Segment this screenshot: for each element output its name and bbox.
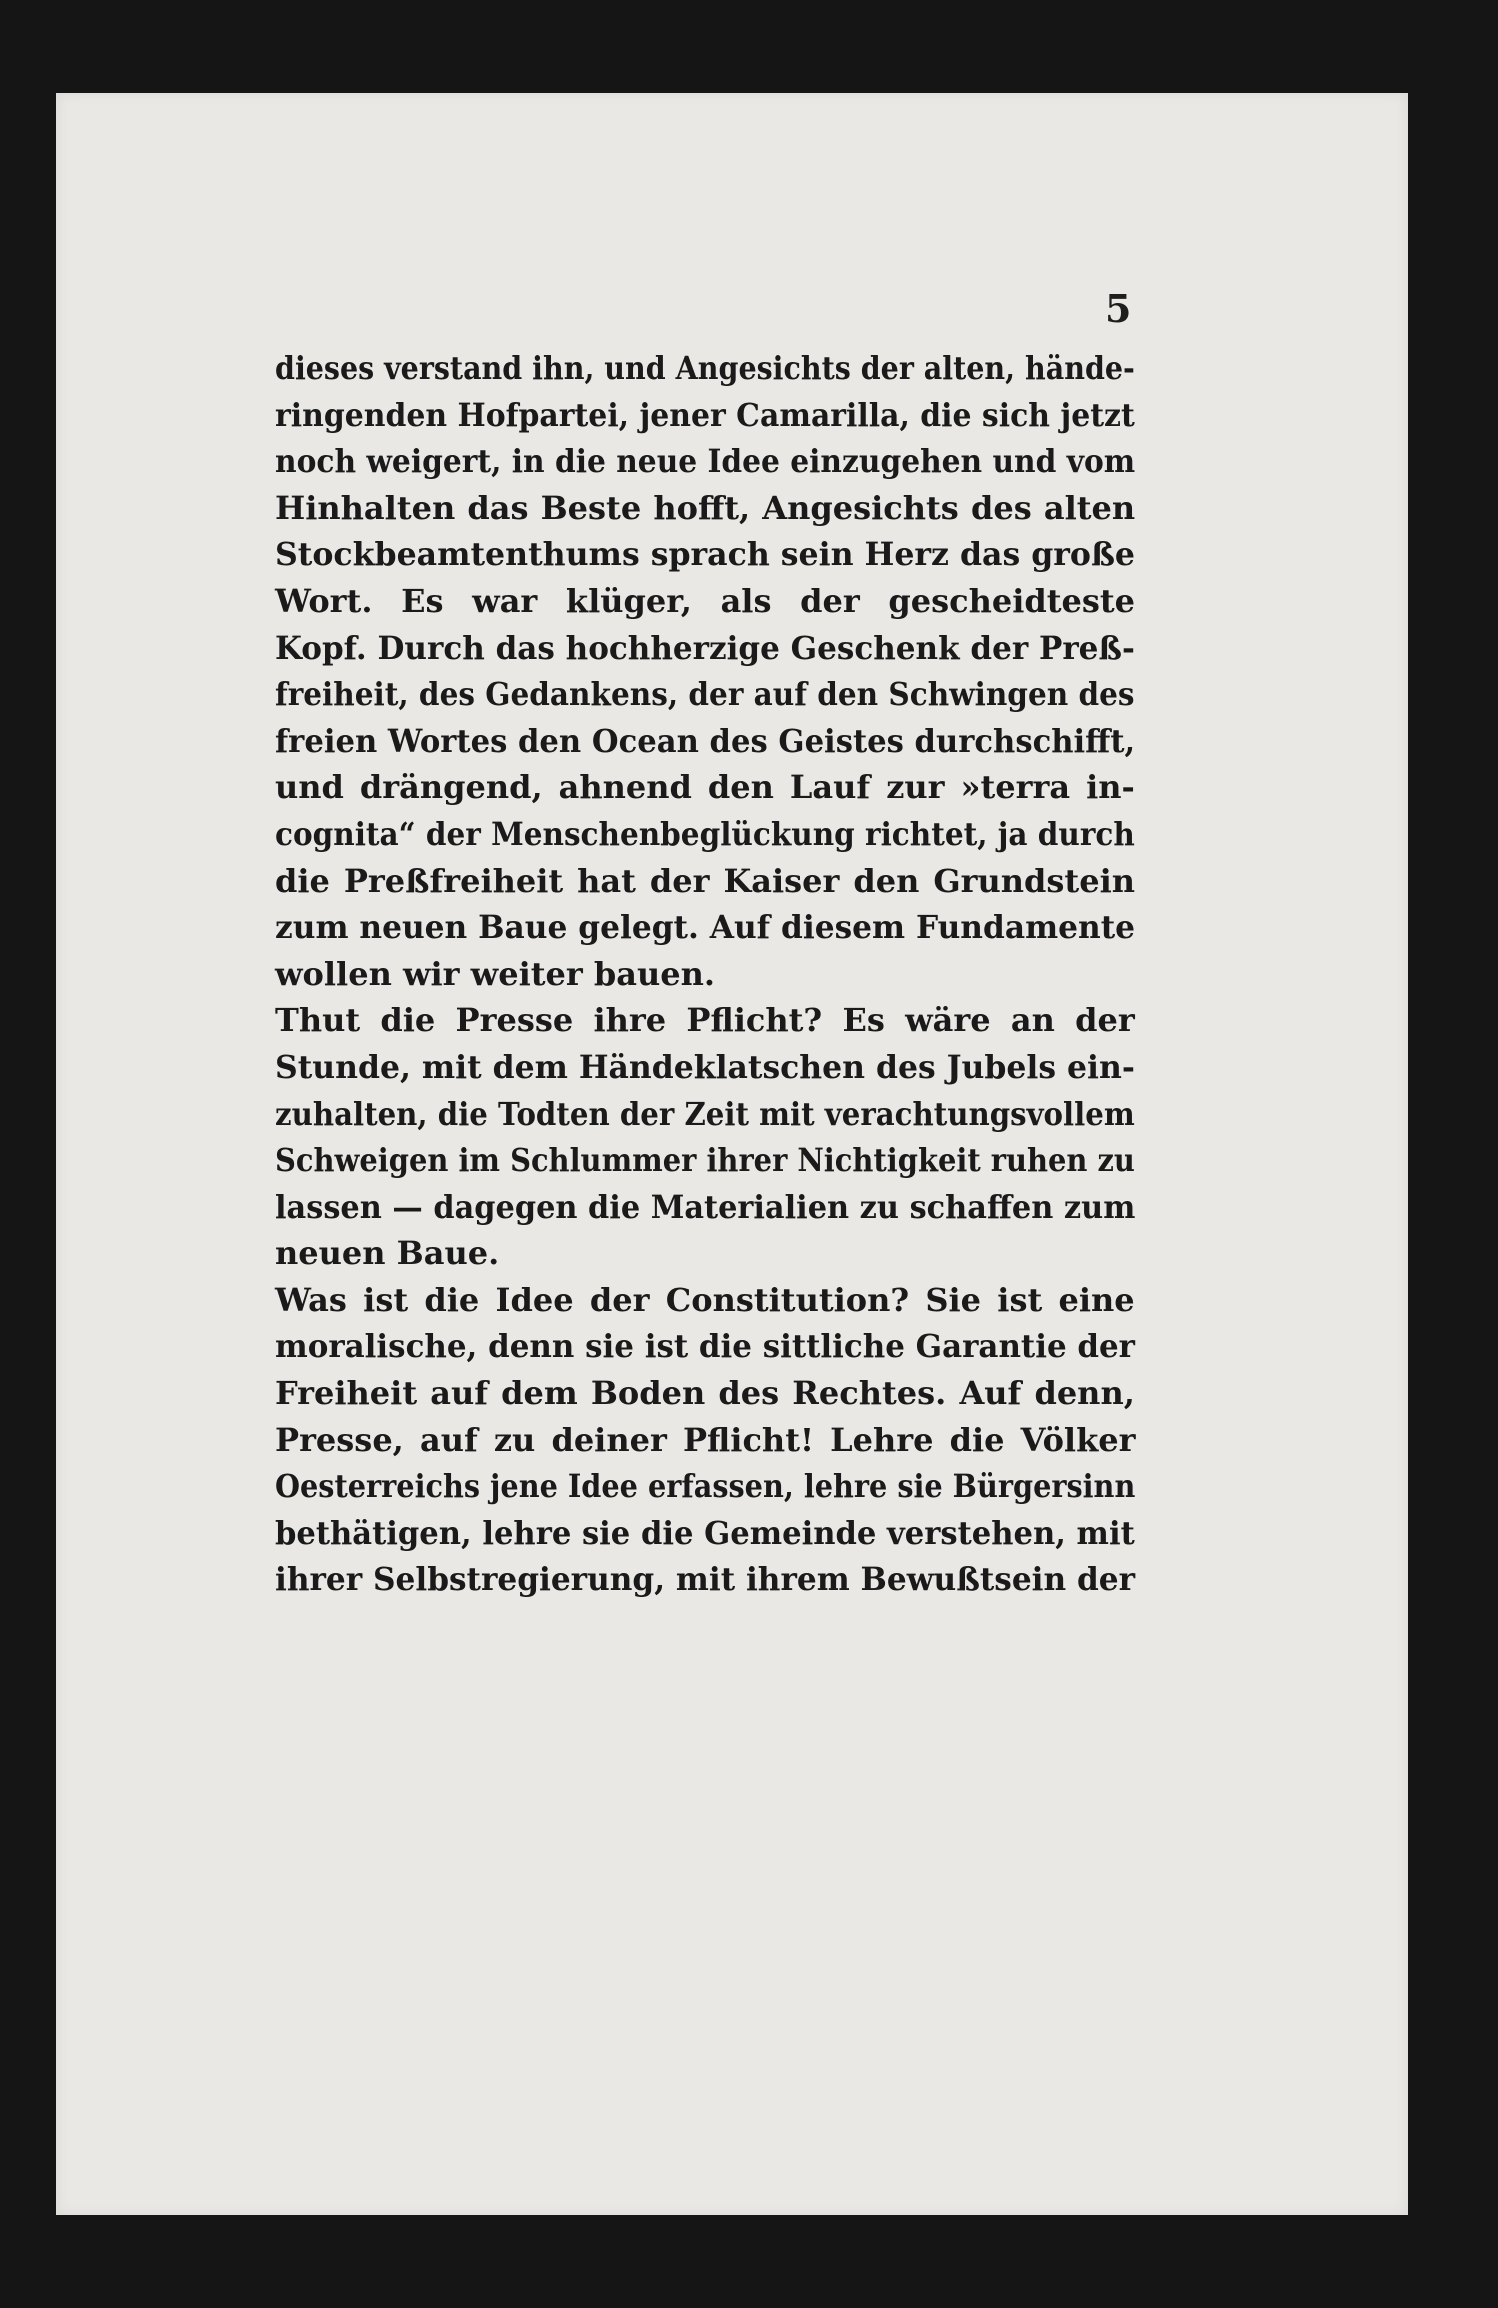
text-line: cognita“ der Menschenbeglückung richtet, ja durch [275,814,1135,853]
text-line: zum neuen Baue gelegt. Auf diesem Fundamente [275,908,1136,947]
text-line: Oesterreichs jene Idee erfassen, lehre sie Bürgersinn [275,1467,1136,1506]
text-line: dieses verstand ihn, und Angesichts der alten, hände- [275,349,1135,387]
text-line: Thut die Presse ihre Pflicht? Es wäre an der [275,1001,1135,1040]
text-line: und drängend, ahnend den Lauf zur »terra in- [275,768,1135,807]
text-line: Freiheit auf dem Boden des Rechtes. Auf denn, [275,1374,1135,1413]
text-line: ihrer Selbstregierung, mit ihrem Bewußtsein der [275,1560,1136,1599]
text-line: Wort. Es war klüger, als der gescheidteste [275,581,1136,620]
page-number: 5 [1105,286,1132,331]
text-line: zuhalten, die Todten der Zeit mit verachtungsvollem [275,1094,1135,1133]
text-line: noch weigert, in die neue Idee einzugehen und vom [275,442,1136,481]
text-line: Presse, auf zu deiner Pflicht! Lehre die Völker [275,1420,1136,1459]
text-line: Schweigen im Schlummer ihrer Nichtigkeit ruhen zu [275,1141,1135,1180]
text-line: freien Wortes den Ocean des Geistes durchschifft, [275,721,1136,760]
text-line: moralische, denn sie ist die sittliche Garantie der [275,1327,1135,1366]
text-line: die Preßfreiheit hat der Kaiser den Grundstein [275,861,1135,900]
text-line: Stunde, mit dem Händeklatschen des Jubels ein- [275,1047,1135,1086]
text-line: wollen wir weiter bauen. [275,954,716,993]
text-line: bethätigen, lehre sie die Gemeinde verstehen, mit [275,1513,1135,1552]
text-line: freiheit, des Gedankens, der auf den Schwingen des [275,675,1135,714]
text-line: lassen — dagegen die Materialien zu schaffen zum [275,1187,1136,1226]
text-line: neuen Baue. [275,1234,500,1273]
text-line: Was ist die Idee der Constitution? Sie ist eine [275,1280,1135,1319]
text-line: Stockbeamtenthums sprach sein Herz das große [275,535,1136,574]
text-line: Hinhalten das Beste hofft, Angesichts des alten [275,488,1136,527]
body-text [275,345,1135,1603]
text-line: Kopf. Durch das hochherzige Geschenk der Preß- [275,628,1135,667]
text-line: ringenden Hofpartei, jener Camarilla, die sich jetzt [275,395,1135,434]
